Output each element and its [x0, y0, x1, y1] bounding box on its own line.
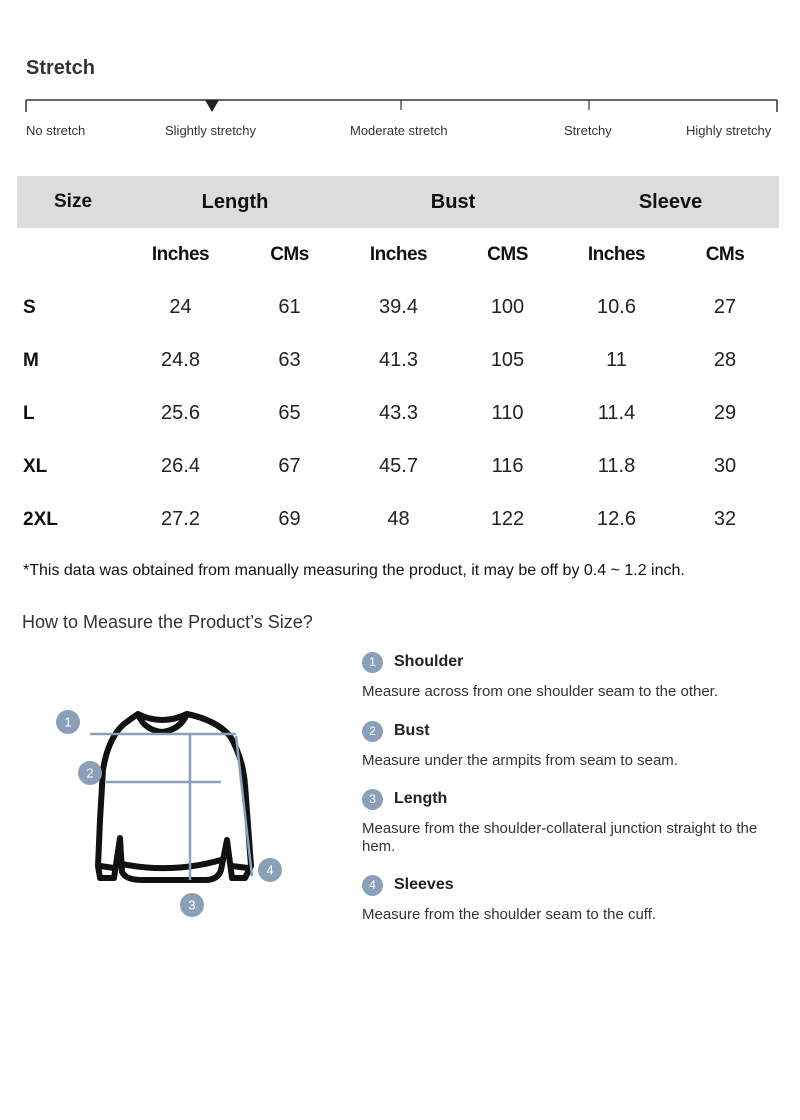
table-cell: 27 — [713, 296, 737, 318]
diagram-marker-1 — [56, 710, 80, 734]
step-number-badge: 3 — [362, 789, 383, 810]
unit-length-inches: Inches — [151, 243, 210, 265]
step-title: Shoulder — [394, 653, 464, 670]
table-cell: 67 — [278, 455, 301, 477]
table-cell: 25.6 — [161, 402, 200, 424]
header-bust: Bust — [430, 190, 476, 213]
stretch-level-slightly-stretchy: Slightly stretchy — [165, 123, 257, 138]
table-cell: 39.4 — [379, 296, 418, 318]
size-cell: XL — [23, 455, 48, 477]
step-title: Sleeves — [394, 876, 454, 893]
table-cell: 29 — [713, 402, 737, 424]
measurement-footnote: *This data was obtained from manually measuring the product, it may be off by 0.4 ~ 1.2 inch. — [23, 562, 685, 579]
diagram-marker-3 — [180, 893, 204, 917]
diagram-marker-2 — [78, 761, 102, 785]
table-cell: 122 — [490, 508, 525, 530]
table-cell: 30 — [713, 455, 737, 477]
svg-text:1: 1 — [64, 714, 72, 730]
stretch-indicator-icon — [205, 100, 219, 112]
unit-sleeve-cms: CMs — [705, 243, 745, 265]
stretch-level-moderate-stretch: Moderate stretch — [350, 123, 448, 138]
step-title: Length — [394, 790, 448, 807]
unit-empty — [17, 228, 126, 281]
table-cell: 65 — [278, 402, 301, 424]
step-shoulder — [362, 650, 772, 701]
table-cell: 69 — [278, 508, 301, 530]
table-header-row — [17, 176, 779, 228]
table-row — [17, 281, 779, 334]
size-cell: L — [23, 402, 35, 424]
step-description: Measure across from one shoulder seam to the other. — [362, 683, 719, 700]
table-cell: 10.6 — [597, 296, 636, 318]
sweater-icon — [98, 714, 251, 880]
table-cell: 63 — [278, 349, 301, 371]
how-to-measure-title: How to Measure the Product’s Size? — [22, 612, 313, 632]
table-cell: 61 — [278, 296, 301, 318]
table-row — [17, 387, 779, 440]
size-cell: 2XL — [23, 508, 58, 530]
table-cell: 45.7 — [379, 455, 418, 477]
stretch-title: Stretch — [26, 57, 95, 79]
table-cell: 43.3 — [379, 402, 418, 424]
sweater-diagram — [40, 690, 300, 930]
step-description: Measure from the shoulder seam to the cuff. — [362, 906, 657, 923]
unit-length-cms: CMs — [270, 243, 309, 265]
table-cell: 28 — [713, 349, 737, 371]
table-cell: 48 — [387, 508, 410, 530]
step-number-badge: 2 — [362, 721, 383, 742]
table-row — [17, 440, 779, 493]
unit-bust-inches: Inches — [369, 243, 428, 265]
header-size: Size — [54, 191, 93, 212]
header-length: Length — [201, 190, 269, 213]
stretch-level-highly-stretchy: Highly stretchy — [686, 123, 772, 138]
table-unit-row — [17, 228, 779, 281]
size-cell: S — [23, 296, 36, 318]
table-cell: 12.6 — [597, 508, 636, 530]
step-description: Measure from the shoulder-collateral junction straight to the hem. — [362, 820, 758, 855]
svg-text:3: 3 — [188, 897, 196, 913]
stretch-level-stretchy: Stretchy — [564, 123, 612, 138]
table-cell: 11 — [606, 349, 627, 371]
table-row — [17, 493, 779, 546]
size-chart-table — [17, 176, 779, 546]
unit-sleeve-inches: Inches — [587, 243, 646, 265]
step-description: Measure under the armpits from seam to seam. — [362, 752, 678, 769]
stretch-level-no-stretch: No stretch — [26, 123, 86, 138]
stretch-scale — [0, 92, 800, 152]
unit-bust-cms: CMS — [487, 243, 528, 265]
table-cell: 116 — [491, 455, 524, 477]
table-cell: 110 — [491, 402, 524, 424]
table-cell: 32 — [713, 508, 737, 530]
table-cell: 11.8 — [597, 455, 636, 477]
step-bust — [362, 719, 772, 770]
table-cell: 100 — [490, 296, 525, 318]
table-row — [17, 334, 779, 387]
table-cell: 105 — [490, 349, 525, 371]
step-number-badge: 1 — [362, 652, 383, 673]
step-sleeves — [362, 873, 772, 924]
svg-text:2: 2 — [86, 765, 94, 781]
header-sleeve: Sleeve — [638, 190, 703, 213]
size-cell: M — [23, 349, 39, 371]
step-length — [362, 787, 772, 856]
table-cell: 27.2 — [161, 508, 200, 530]
step-title: Bust — [394, 722, 430, 739]
svg-text:4: 4 — [266, 862, 274, 878]
table-cell: 26.4 — [161, 455, 200, 477]
table-cell: 24 — [169, 296, 192, 318]
table-cell: 11.4 — [597, 402, 636, 424]
diagram-marker-4 — [258, 858, 282, 882]
step-number-badge: 4 — [362, 875, 383, 896]
table-cell: 24.8 — [161, 349, 200, 371]
table-cell: 41.3 — [379, 349, 418, 371]
